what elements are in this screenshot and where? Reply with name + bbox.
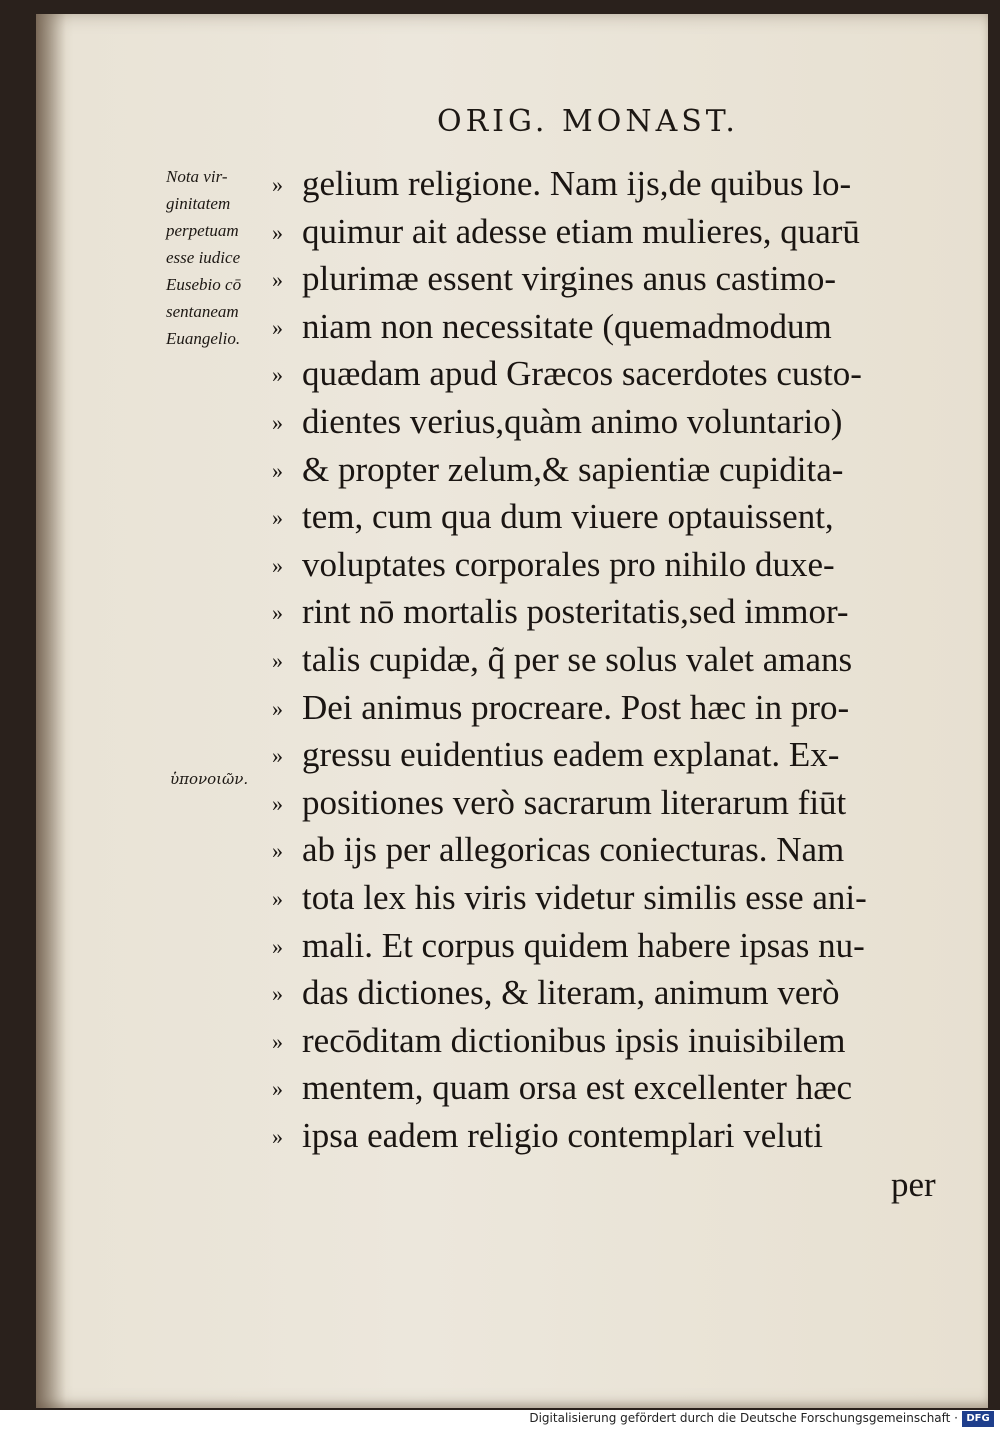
text-line [272, 541, 972, 589]
text-line [272, 255, 972, 303]
quote-mark: » [272, 933, 283, 959]
footer-text: Digitalisierung gefördert durch die Deutsche Forschungsgemeinschaft · [529, 1411, 958, 1425]
quote-mark: » [272, 314, 283, 340]
footer-bar [0, 1410, 1000, 1429]
margin-note [166, 163, 276, 352]
margin-note-line: Nota vir- [166, 167, 228, 186]
quote-mark: » [272, 743, 283, 769]
quote-mark: » [272, 1076, 283, 1102]
text-line [272, 208, 972, 256]
text-line [272, 1017, 972, 1065]
text-line-content: dientes verius,quàm animo voluntario) [302, 401, 843, 441]
text-line [272, 398, 972, 446]
text-line-content: mentem, quam orsa est excellenter hæc [302, 1068, 853, 1108]
text-line-content: das dictiones, & literam, animum verò [302, 973, 840, 1013]
quote-mark: » [272, 457, 283, 483]
text-line [272, 922, 972, 970]
quote-mark: » [272, 409, 283, 435]
quote-mark: » [272, 600, 283, 626]
text-line [272, 160, 972, 208]
text-line [272, 1064, 972, 1112]
quote-mark: » [272, 219, 283, 245]
quote-mark: » [272, 362, 283, 388]
text-line-content: recōditam dictionibus ipsis inuisibilem [302, 1020, 846, 1060]
gutter-shadow [36, 14, 66, 1408]
quote-mark: » [272, 838, 283, 864]
body-text [272, 160, 972, 1159]
text-line-content: gressu euidentius eadem explanat. Ex- [302, 735, 840, 775]
text-line-content: quædam apud Græcos sacerdotes custo- [302, 354, 862, 394]
quote-mark: » [272, 172, 283, 197]
catchword: per [891, 1165, 936, 1204]
text-line [272, 350, 972, 398]
text-line [272, 874, 972, 922]
margin-note-line: sentaneam [166, 302, 239, 321]
text-line [272, 731, 972, 779]
margin-note-line: perpetuam [166, 221, 239, 240]
text-line-content: niam non necessitate (quemadmodum [302, 306, 832, 346]
text-line [272, 636, 972, 684]
quote-mark: » [272, 695, 283, 721]
quote-mark: » [272, 885, 283, 911]
text-line-content: tem, cum qua dum viuere optauissent, [302, 497, 834, 537]
text-line [272, 684, 972, 732]
quote-mark: » [272, 981, 283, 1007]
margin-greek-note: ὑπονοιῶν. [170, 770, 249, 788]
quote-mark: » [272, 1123, 283, 1149]
text-line-content: ipsa eadem religio contemplari veluti [302, 1115, 823, 1155]
quote-mark: » [272, 267, 283, 293]
text-line-content: talis cupidæ, q̃ per se solus valet amans [302, 639, 853, 679]
text-line [272, 779, 972, 827]
margin-note-line: Eusebio cō [166, 275, 242, 294]
text-line [272, 969, 972, 1017]
text-line-content: rint nō mortalis posteritatis,sed immor- [302, 592, 849, 632]
text-line [272, 588, 972, 636]
quote-mark: » [272, 505, 283, 531]
text-line [272, 826, 972, 874]
dfg-logo: DFG [962, 1411, 994, 1427]
text-line [272, 1112, 972, 1160]
quote-mark: » [272, 552, 283, 578]
quote-mark: » [272, 647, 283, 673]
text-line-content: positiones verò sacrarum literarum fiūt [302, 782, 847, 822]
text-line-content: & propter zelum,& sapientiæ cupidita- [302, 449, 844, 489]
text-line-content: mali. Et corpus quidem habere ipsas nu- [302, 925, 865, 965]
margin-note-line: Euangelio. [166, 329, 241, 348]
text-line [272, 446, 972, 494]
text-line-content: plurimæ essent virgines anus castimo- [302, 259, 837, 299]
quote-mark: » [272, 1028, 283, 1054]
margin-note-line: ginitatem [166, 194, 231, 213]
text-line-content: tota lex his viris videtur similis esse ani- [302, 877, 867, 917]
text-line-content: ab ijs per allegoricas coniecturas. Nam [302, 830, 845, 870]
text-line-content: gelium religione. Nam ijs,de quibus lo- [302, 164, 852, 203]
text-line [272, 303, 972, 351]
running-head: ORIG. MONAST. [437, 104, 739, 139]
margin-note-line: esse iudice [166, 248, 241, 267]
text-line [272, 493, 972, 541]
text-line-content: quimur ait adesse etiam mulieres, quarū [302, 211, 860, 251]
quote-mark: » [272, 790, 283, 816]
text-line-content: Dei animus procreare. Post hæc in pro- [302, 687, 850, 727]
text-line-content: voluptates corporales pro nihilo duxe- [302, 544, 835, 584]
